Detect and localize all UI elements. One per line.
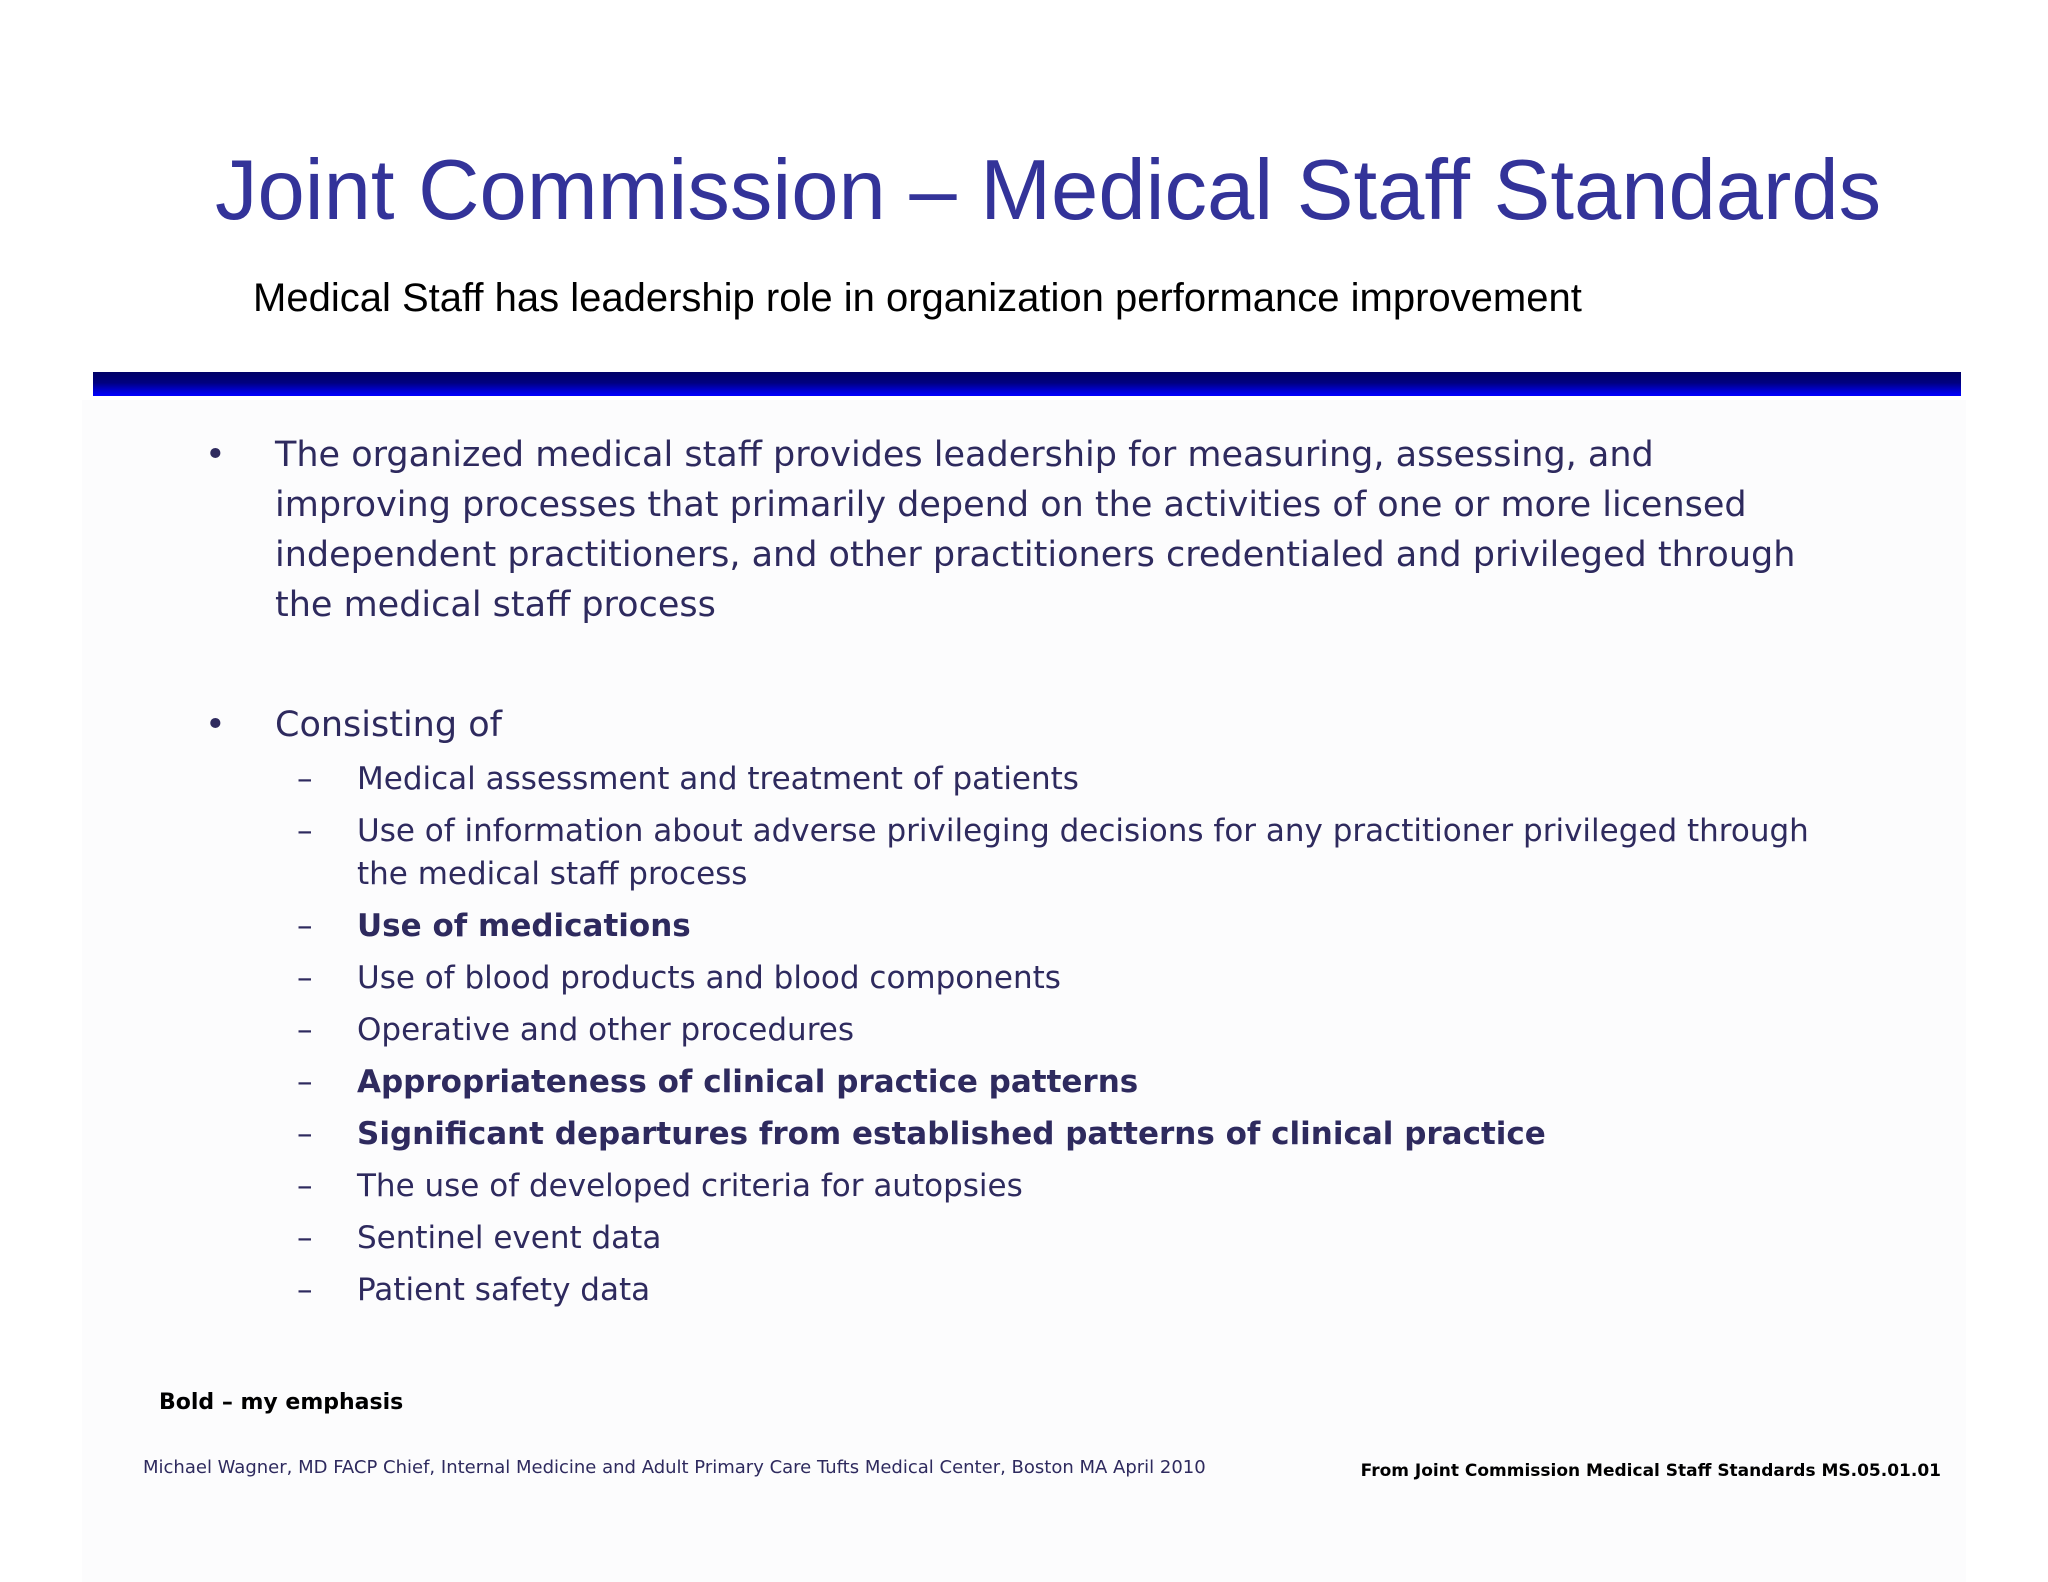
emphasis-note: Bold – my emphasis xyxy=(159,1390,404,1415)
bullet-item-consisting-of xyxy=(205,700,1835,750)
sub-bullet-item xyxy=(297,810,1857,896)
sub-bullet-marker: – xyxy=(297,1168,313,1204)
sub-bullet-text: Use of blood products and blood components xyxy=(357,960,1061,996)
sub-bullet-marker: – xyxy=(297,1272,313,1308)
sub-bullet-marker: – xyxy=(297,960,313,996)
sub-bullet-text: Use of medications xyxy=(357,908,691,944)
sub-bullet-marker: – xyxy=(297,1220,313,1256)
sub-bullet-item xyxy=(297,758,1857,801)
sub-bullet-item xyxy=(297,1061,1857,1104)
sub-bullet-item xyxy=(297,1269,1857,1312)
sub-bullet-text: The use of developed criteria for autopsies xyxy=(357,1168,1023,1204)
sub-bullet-marker: – xyxy=(297,908,313,944)
footer-author: Michael Wagner, MD FACP Chief, Internal Medicine and Adult Primary Care Tufts Medical Center, Boston MA April 2010 xyxy=(143,1457,1206,1478)
sub-bullet-item xyxy=(297,905,1857,948)
slide-title: Joint Commission – Medical Staff Standards xyxy=(215,143,1882,238)
sub-bullet-item xyxy=(297,1165,1857,1208)
sub-bullet-marker: – xyxy=(297,1116,313,1152)
sub-bullet-item xyxy=(297,1113,1857,1156)
slide-subtitle: Medical Staff has leadership role in organization performance improvement xyxy=(253,276,1582,320)
sub-bullet-text: Operative and other procedures xyxy=(357,1012,854,1048)
sub-bullet-marker: – xyxy=(297,813,313,849)
title-divider-bar xyxy=(93,372,1961,396)
bullet-item-leadership xyxy=(205,430,1835,630)
sub-bullet-item xyxy=(297,1217,1857,1260)
sub-bullet-item xyxy=(297,1009,1857,1052)
sub-bullet-item xyxy=(297,957,1857,1000)
sub-bullet-marker: – xyxy=(297,1064,313,1100)
footer-source: From Joint Commission Medical Staff Standards MS.05.01.01 xyxy=(1360,1461,1941,1481)
sub-bullet-marker: – xyxy=(297,1012,313,1048)
bullet-marker: • xyxy=(205,705,226,745)
sub-bullet-list xyxy=(297,758,1857,1321)
sub-bullet-text: Patient safety data xyxy=(357,1272,651,1308)
sub-bullet-text: Medical assessment and treatment of patients xyxy=(357,761,1079,797)
sub-bullet-text: Appropriateness of clinical practice patterns xyxy=(357,1064,1139,1100)
sub-bullet-text: Use of information about adverse privileging decisions for any practitioner privileged through the medical staff process xyxy=(357,813,1809,892)
bullet-text: The organized medical staff provides leadership for measuring, assessing, and improving processes that primarily depend on the activities of one or more licensed independent practitioners, and other practitioners credentialed and privileged through the medical staff process xyxy=(275,435,1796,625)
bullet-text: Consisting of xyxy=(275,705,502,745)
bullet-marker: • xyxy=(205,435,226,475)
sub-bullet-text: Significant departures from established patterns of clinical practice xyxy=(357,1116,1546,1152)
sub-bullet-text: Sentinel event data xyxy=(357,1220,662,1256)
sub-bullet-marker: – xyxy=(297,761,313,797)
